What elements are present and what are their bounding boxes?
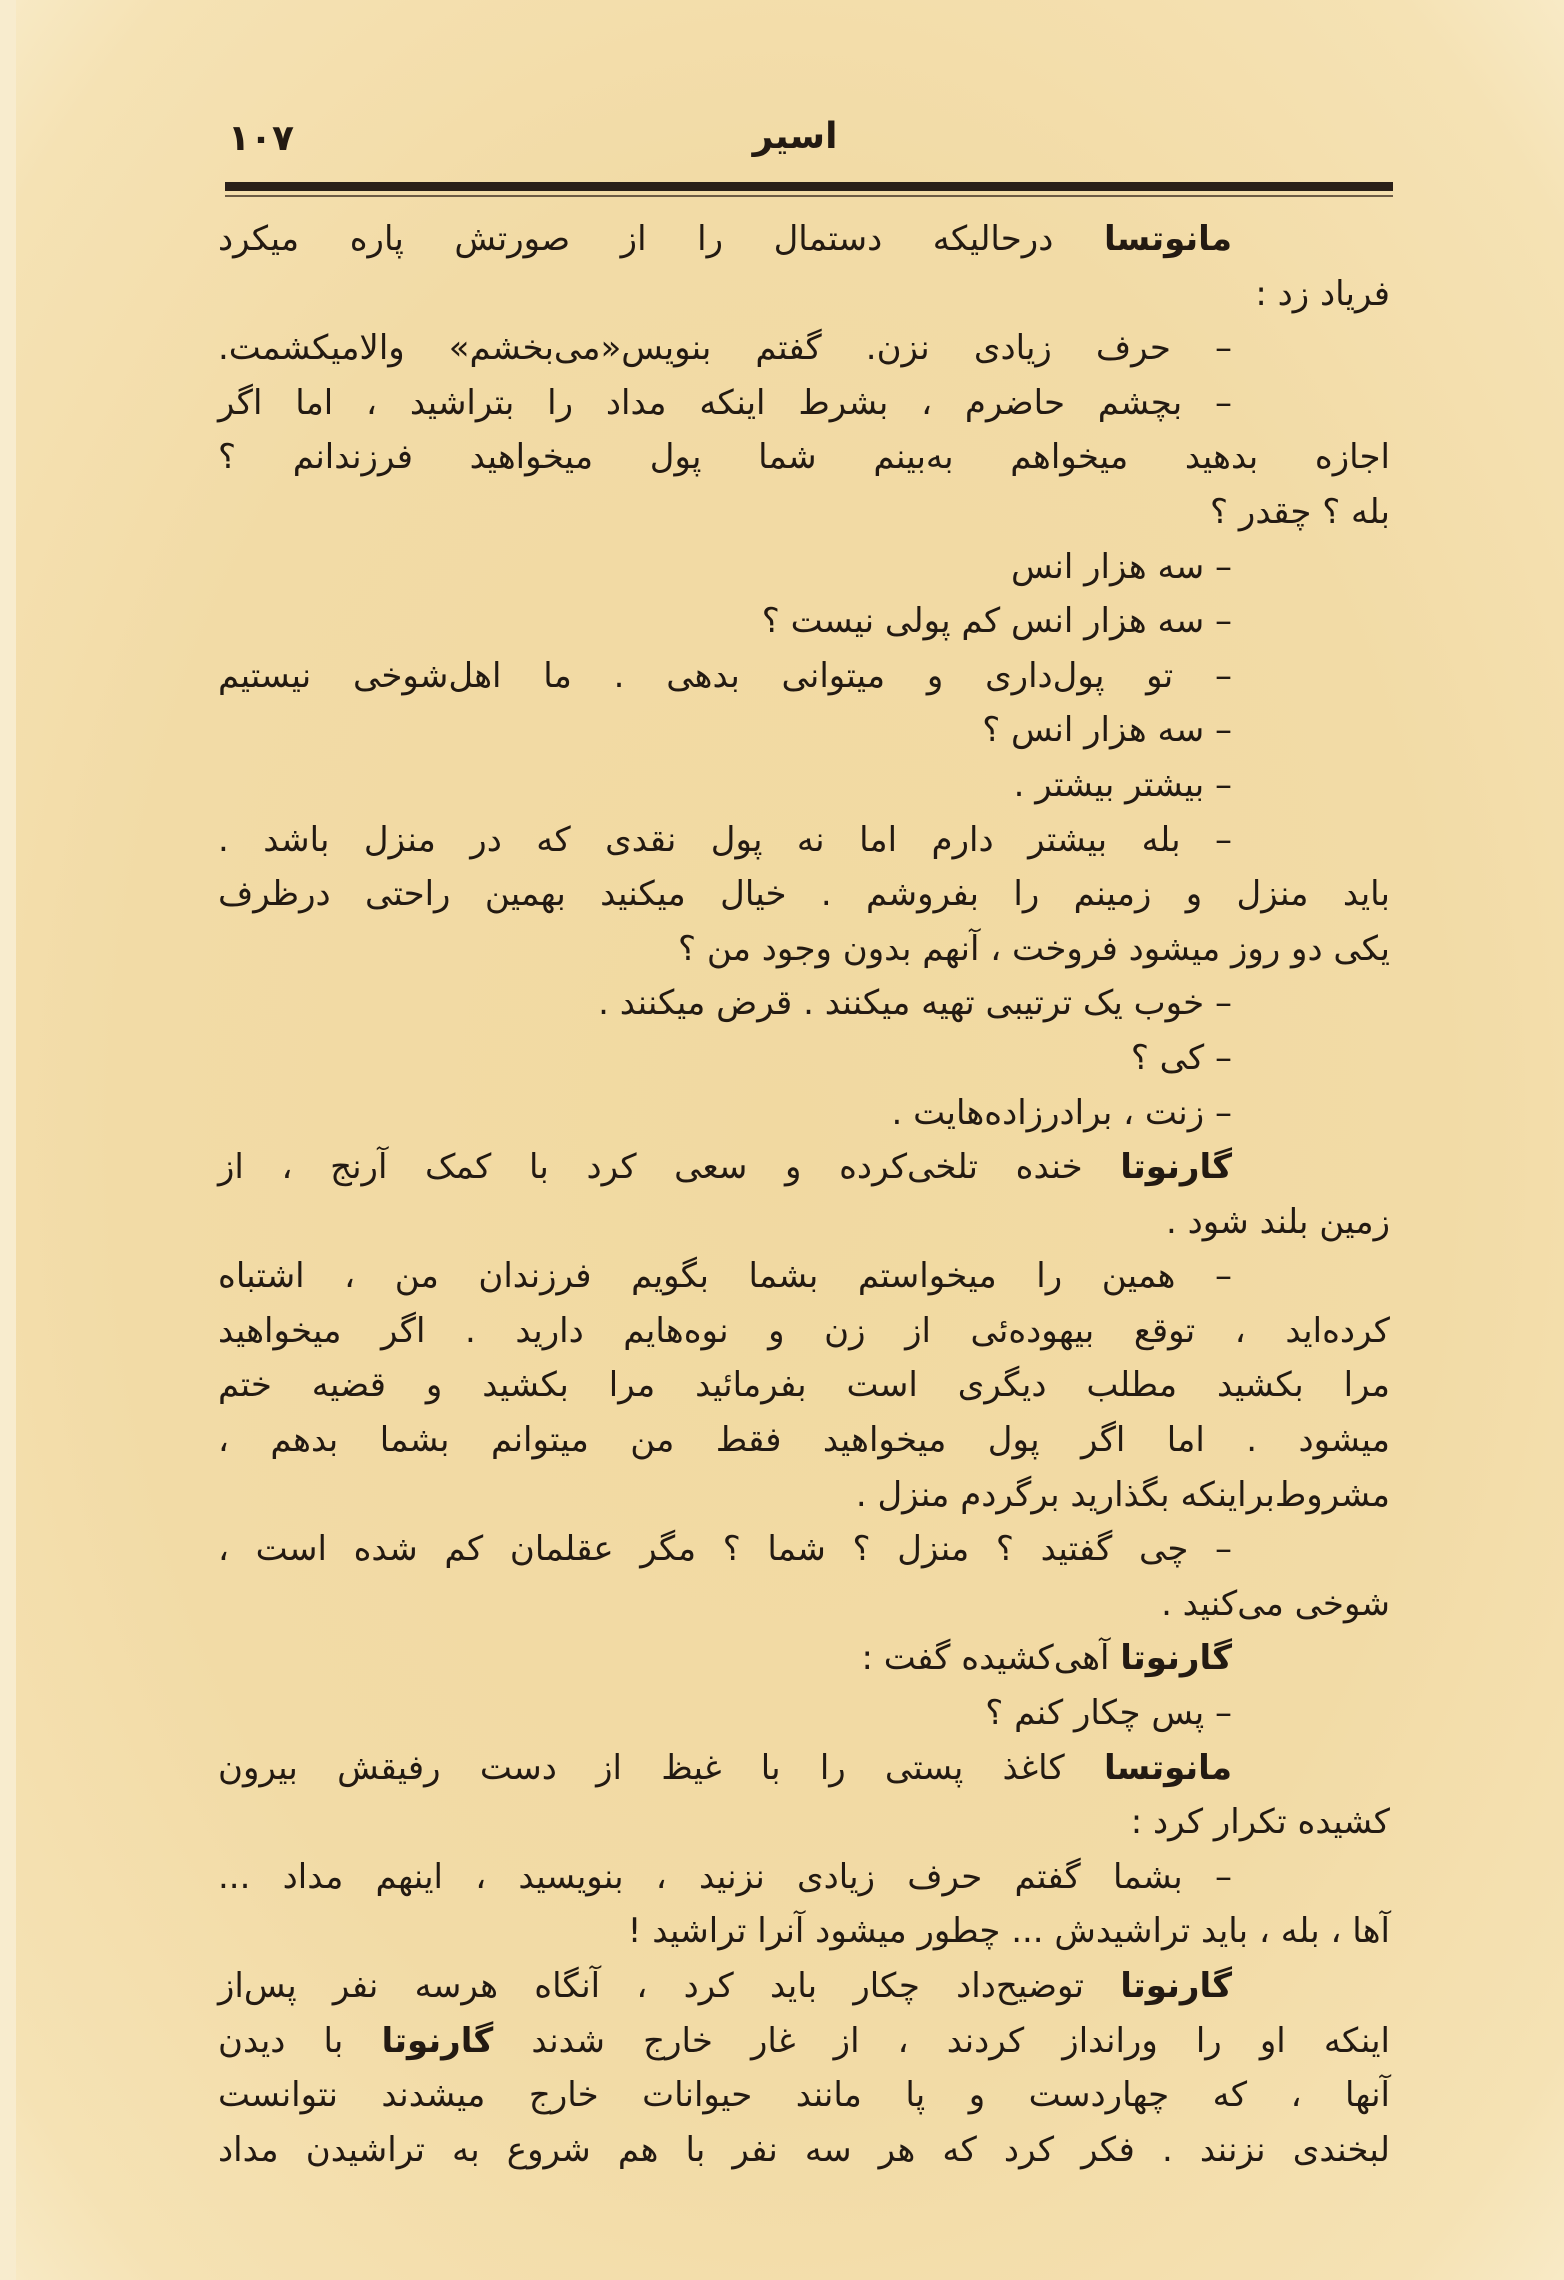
text-line — [218, 813, 1390, 868]
line-text: آهی‌کشیده گفت : — [861, 1638, 1121, 1679]
text-line — [218, 976, 1390, 1031]
text-line — [218, 540, 1390, 595]
line-text: مرا بکشید مطلب دیگری است بفرمائید مرا بکشید و قضیه ختم — [218, 1365, 1390, 1406]
line-text: کرده‌اید ، توقع بیهوده‌ئی از زن و نوه‌هایم دارید . اگر میخواهید — [218, 1310, 1390, 1351]
line-text: – بله بیشتر دارم اما نه پول نقدی که در منزل باشد . — [218, 819, 1232, 860]
text-line — [218, 1795, 1390, 1850]
text-line — [218, 485, 1390, 540]
line-text: – سه هزار انس — [1011, 546, 1232, 587]
text-line — [218, 1086, 1390, 1141]
line-text: فریاد زد : — [1255, 273, 1390, 314]
text-line — [218, 649, 1390, 704]
line-text: کاغذ پستی را با غیظ از دست رفیقش بیرون — [218, 1747, 1104, 1788]
line-text: توضیح‌داد چکار باید کرد ، آنگاه هرسه نفر پس‌از — [218, 1966, 1121, 2006]
line-text: شوخی می‌کنید . — [1161, 1583, 1390, 1624]
line-text: میشود . اما اگر پول میخواهید فقط من میتوانم بشما بدهم ، — [218, 1420, 1390, 1461]
text-line — [218, 758, 1390, 813]
page-edge — [0, 0, 16, 2280]
text-line — [218, 1577, 1390, 1632]
text-line — [218, 703, 1390, 758]
line-text: – سه هزار انس ؟ — [982, 710, 1232, 751]
text-line — [218, 1468, 1390, 1523]
speaker-name: گارنوتا — [1120, 1147, 1232, 1188]
line-text: زمین بلند شود . — [1165, 1201, 1390, 1242]
line-text: – سه هزار انس کم پولی نیست ؟ — [761, 601, 1232, 642]
line-text: باید منزل و زمینم را بفروشم . خیال میکنید بهمین راحتی درظرف — [218, 874, 1390, 915]
line-text: اجازه بدهید میخواهم به‌بینم شما پول میخواهید فرزندانم ؟ — [218, 437, 1390, 478]
text-line — [218, 1140, 1390, 1195]
running-title: اسیر — [752, 116, 838, 157]
text-line — [218, 1249, 1390, 1304]
line-text: – حرف زیادی نزن. گفتم بنویس«می‌بخشم» والامیکشمت. — [218, 328, 1232, 369]
text-line — [218, 376, 1390, 431]
text-line — [218, 1031, 1390, 1086]
text-line — [218, 1631, 1390, 1686]
line-text: – چی گفتید ؟ منزل ؟ شما ؟ مگر عقلمان کم شده است ، — [218, 1529, 1232, 1570]
text-line — [218, 1304, 1390, 1359]
text-line — [218, 1358, 1390, 1413]
text-line — [218, 594, 1390, 649]
text-line — [218, 2014, 1390, 2069]
speaker-name: مانوتسا — [1103, 1747, 1232, 1788]
speaker-name: گارنوتا — [1120, 1966, 1232, 2006]
text-line — [218, 267, 1390, 322]
line-text: – بیشتر بیشتر . — [1013, 764, 1232, 805]
text-line — [218, 321, 1390, 376]
line-text: مشروط‌براینکه بگذارید برگردم منزل . — [855, 1474, 1390, 1515]
line-text: لبخندی نزنند . فکر کرد که هر سه نفر با هم شروع به تراشیدن مداد — [218, 2129, 1390, 2170]
speaker-name: گارنوتا — [1120, 1638, 1232, 1679]
text-line — [218, 2123, 1390, 2178]
text-line — [218, 1686, 1390, 1741]
text-line — [218, 922, 1390, 977]
header-rule-thin — [225, 195, 1393, 197]
text-line — [218, 1741, 1390, 1796]
line-text: – همین را میخواستم بشما بگویم فرزندان من ، اشتباه — [218, 1256, 1232, 1297]
text-line — [218, 1850, 1390, 1905]
speaker-name: گارنوتا — [381, 2020, 494, 2061]
line-text: کشیده تکرار کرد : — [1130, 1802, 1390, 1843]
text-line — [218, 1959, 1390, 2014]
line-text: درحالیکه دستمال را از صورتش پاره میکرد — [218, 219, 1104, 259]
line-text: اینکه او را ورانداز کردند ، از غار خارج شدند — [493, 2020, 1391, 2061]
header-rule — [225, 182, 1393, 191]
line-text: با دیدن — [218, 2020, 382, 2061]
text-line — [218, 430, 1390, 485]
page-number: ١٠٧ — [228, 118, 294, 159]
line-text: بله ؟ چقدر ؟ — [1210, 491, 1390, 532]
text-line — [218, 1522, 1390, 1577]
line-text: – زنت ، برادرزاده‌هایت . — [891, 1092, 1232, 1133]
line-text: – خوب یک ترتیبی تهیه میکنند . قرض میکنند . — [598, 983, 1232, 1024]
line-text: یکی دو روز میشود فروخت ، آنهم بدون وجود من ؟ — [678, 928, 1390, 969]
body-text — [218, 212, 1390, 2177]
line-text: آنها ، که چهاردست و پا مانند حیوانات خارج میشدند نتوانست — [218, 2075, 1390, 2116]
line-text: – بشما گفتم حرف زیادی نزنید ، بنویسید ، اینهم مداد ... — [218, 1856, 1232, 1897]
text-line — [218, 2068, 1390, 2123]
text-line — [218, 1904, 1390, 1959]
line-text: – تو پول‌داری و میتوانی بدهی . ما اهل‌شوخی نیستیم — [218, 655, 1232, 696]
line-text: خنده تلخی‌کرده و سعی کرد با کمک آرنج ، از — [218, 1147, 1121, 1188]
text-line — [218, 867, 1390, 922]
line-text: – بچشم حاضرم ، بشرط اینکه مداد را بتراشید ، اما اگر — [218, 382, 1232, 423]
text-line — [218, 212, 1390, 267]
text-line — [218, 1195, 1390, 1250]
speaker-name: مانوتسا — [1103, 219, 1232, 259]
line-text: آها ، بله ، باید تراشیدش ... چطور میشود آنرا تراشید ! — [627, 1911, 1390, 1952]
line-text: – کی ؟ — [1130, 1037, 1232, 1078]
text-line — [218, 1413, 1390, 1468]
line-text: – پس چکار کنم ؟ — [985, 1693, 1232, 1734]
